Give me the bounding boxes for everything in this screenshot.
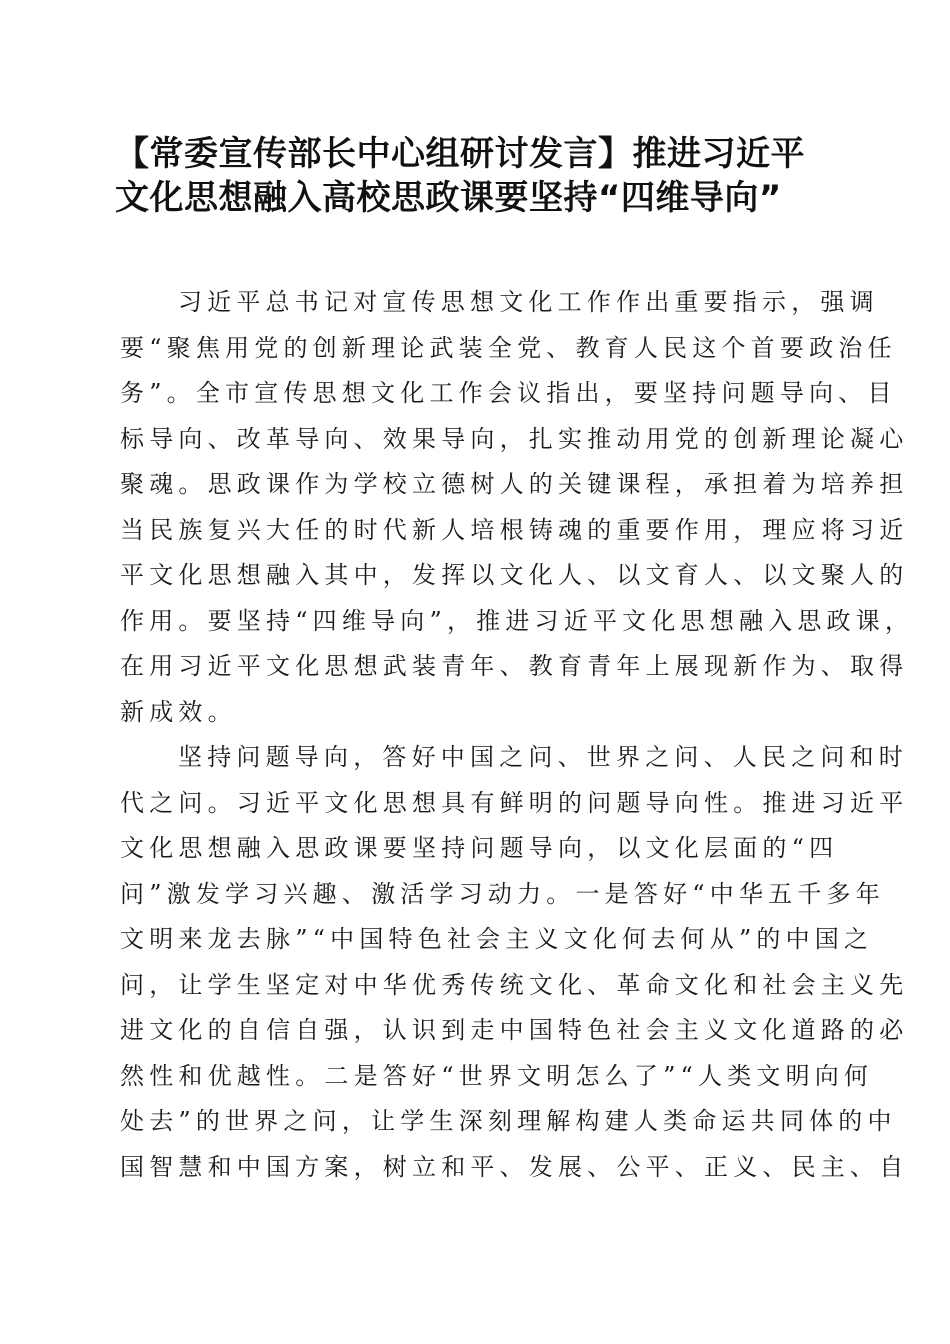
paragraph-line: 务”。全市宣传思想文化工作会议指出，要坚持问题导向、目 — [120, 379, 897, 407]
paragraph-line: 要“聚焦用党的创新理论武装全党、教育人民这个首要政治任 — [120, 333, 897, 362]
paragraph-1 — [120, 280, 915, 735]
paragraph-line: 作用。要坚持“四维导向”，推进习近平文化思想融入思政课， — [120, 606, 915, 635]
title-line-2: 文化思想融入高校思政课要坚持“四维导向” — [115, 178, 782, 218]
document-title — [115, 132, 835, 220]
paragraph-line: 代之问。习近平文化思想具有鲜明的问题导向性。推进习近平 — [120, 788, 909, 817]
paragraph-line: 问”激发学习兴趣、激活学习动力。一是答好“中华五千多年 — [120, 879, 885, 908]
paragraph-line: 进文化的自信自强，认识到走中国特色社会主义文化道路的必 — [120, 1016, 909, 1044]
paragraph-line: 标导向、改革导向、效果导向，扎实推动用党的创新理论凝心 — [120, 424, 909, 453]
paragraph-line: 坚持问题导向，答好中国之问、世界之问、人民之问和时 — [178, 743, 908, 771]
document-body — [120, 280, 915, 1190]
paragraph-line: 新成效。 — [120, 697, 237, 726]
paragraph-line: 然性和优越性。二是答好“世界文明怎么了”“人类文明向何 — [120, 1061, 874, 1090]
paragraph-line: 处去”的世界之问，让学生深刻理解构建人类命运共同体的中 — [120, 1107, 897, 1135]
title-line-1: 【常委宣传部长中心组研讨发言】推进习近平 — [115, 134, 805, 174]
paragraph-2 — [120, 735, 909, 1190]
paragraph-line: 平文化思想融入其中，发挥以文化人、以文育人、以文聚人的 — [120, 561, 909, 589]
paragraph-line: 在用习近平文化思想武装青年、教育青年上展现新作为、取得 — [120, 652, 909, 680]
paragraph-line: 问，让学生坚定对中华优秀传统文化、革命文化和社会主义先 — [120, 970, 909, 999]
paragraph-line: 习近平总书记对宣传思想文化工作作出重要指示，强调 — [178, 288, 879, 316]
paragraph-line: 当民族复兴大任的时代新人培根铸魂的重要作用，理应将习近 — [120, 515, 909, 544]
paragraph-line: 国智慧和中国方案，树立和平、发展、公平、正义、民主、自 — [120, 1152, 909, 1181]
paragraph-line: 聚魂。思政课作为学校立德树人的关键课程，承担着为培养担 — [120, 470, 909, 498]
paragraph-line: 文明来龙去脉”“中国特色社会主义文化何去何从”的中国之 — [120, 925, 874, 953]
paragraph-line: 文化思想融入思政课要坚持问题导向，以文化层面的“四 — [120, 834, 839, 862]
